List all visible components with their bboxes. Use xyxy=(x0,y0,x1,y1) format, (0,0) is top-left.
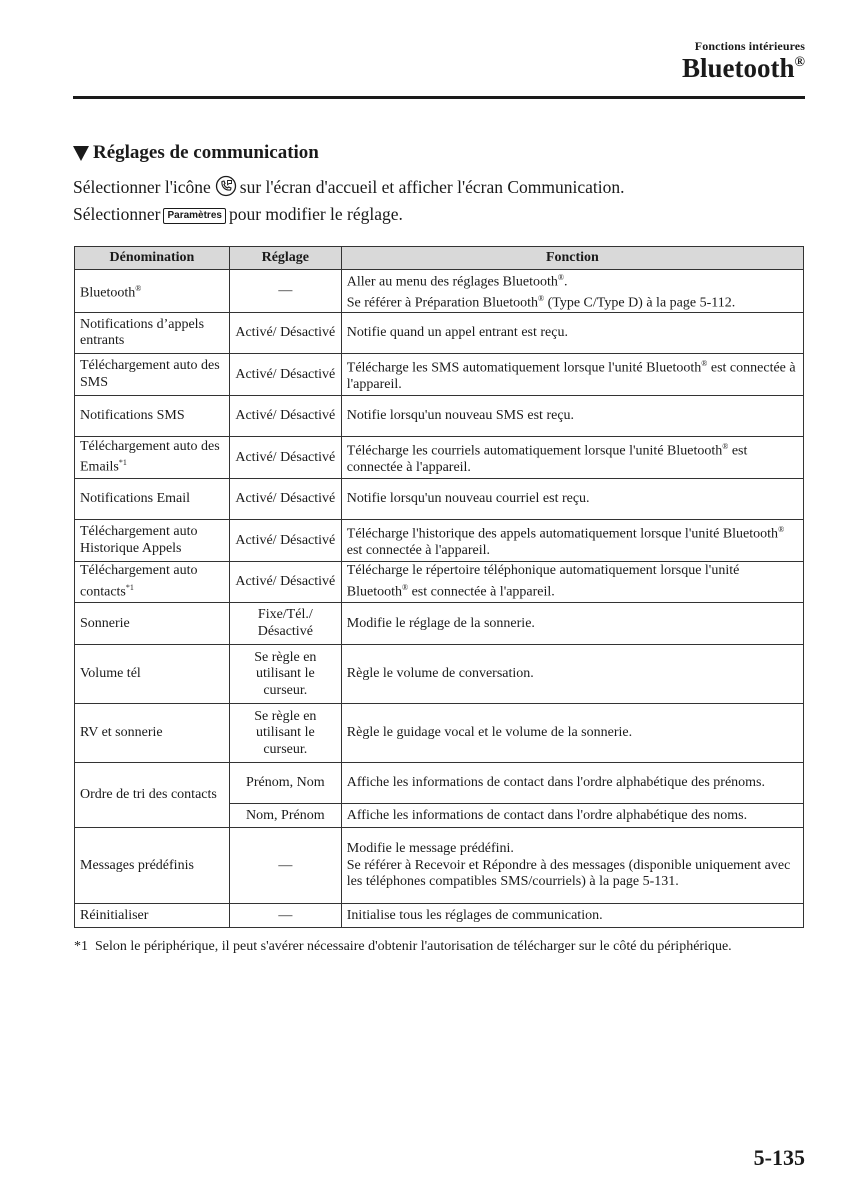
triangle-bullet-icon xyxy=(73,146,89,161)
row-function: Télécharge les SMS automatiquement lorsque l'unité Bluetooth® est connectée à l'appareil. xyxy=(341,354,803,396)
table-row xyxy=(75,437,804,479)
row-name: Messages prédéfinis xyxy=(75,828,230,904)
intro-text xyxy=(73,175,625,226)
row-name: Sonnerie xyxy=(75,603,230,645)
row-setting: — xyxy=(229,904,341,928)
table-row xyxy=(75,645,804,704)
row-name: Téléchargement auto des Emails$^{*1}$ xyxy=(75,437,230,479)
row-setting: — xyxy=(229,270,341,313)
row-setting: Se règle en utilisant le curseur. xyxy=(229,704,341,763)
table-row xyxy=(75,763,804,804)
parametres-button: Paramètres xyxy=(163,208,225,224)
header-name: Dénomination xyxy=(75,247,230,270)
row-setting: Activé/ Désactivé xyxy=(229,313,341,354)
row-name: Téléchargement auto des SMS xyxy=(75,354,230,396)
table-row xyxy=(75,479,804,520)
row-function: Initialise tous les réglages de communication. xyxy=(341,904,803,928)
row-name: Bluetooth® xyxy=(75,270,230,313)
row-setting: Fixe/Tél./ Désactivé xyxy=(229,603,341,645)
table-row xyxy=(75,562,804,603)
footnote-text: Selon le périphérique, il peut s'avérer nécessaire d'obtenir l'autorisation de télécharger sur le côté du périphérique. xyxy=(95,939,732,954)
table-row xyxy=(75,828,804,904)
row-setting: Prénom, Nom xyxy=(229,763,341,804)
row-function: Télécharge les courriels automatiquement lorsque l'unité Bluetooth® est connectée à l'appareil. xyxy=(341,437,803,479)
row-function: Notifie lorsqu'un nouveau SMS est reçu. xyxy=(341,396,803,437)
row-name: Téléchargement auto Historique Appels xyxy=(75,520,230,562)
row-function: Affiche les informations de contact dans l'ordre alphabétique des prénoms. xyxy=(341,763,803,804)
row-setting: Activé/ Désactivé xyxy=(229,437,341,479)
row-function: Notifie lorsqu'un nouveau courriel est reçu. xyxy=(341,479,803,520)
footnote xyxy=(74,938,804,955)
intro-line-2: Sélectionner Paramètres pour modifier le réglage. xyxy=(73,204,403,224)
page-number: 5-135 xyxy=(753,1145,805,1170)
row-function: Notifie quand un appel entrant est reçu. xyxy=(341,313,803,354)
header-function: Fonction xyxy=(341,247,803,270)
row-setting: Activé/ Désactivé xyxy=(229,354,341,396)
row-function: Aller au menu des réglages Bluetooth®. Se référer à Préparation Bluetooth® (Type C/Type D) à la page 5-112. xyxy=(341,270,803,313)
row-name: RV et sonnerie xyxy=(75,704,230,763)
header-rule xyxy=(73,96,805,99)
row-setting: Se règle en utilisant le curseur. xyxy=(229,645,341,704)
row-function: Télécharge l'historique des appels automatiquement lorsque l'unité Bluetooth® est connectée à l'appareil. xyxy=(341,520,803,562)
row-setting: Activé/ Désactivé xyxy=(229,396,341,437)
row-function: Modifie le réglage de la sonnerie. xyxy=(341,603,803,645)
row-name: Notifications SMS xyxy=(75,396,230,437)
row-name: Ordre de tri des contacts xyxy=(75,763,230,828)
header-title: Bluetooth® xyxy=(682,53,805,83)
row-name: Volume tél xyxy=(75,645,230,704)
table-row xyxy=(75,313,804,354)
row-name: Réinitialiser xyxy=(75,904,230,928)
footnote-marker: *1 xyxy=(74,939,88,954)
row-name: Notifications Email xyxy=(75,479,230,520)
header-section: Fonctions intérieures xyxy=(694,39,805,53)
table-row xyxy=(75,270,804,313)
row-setting: Nom, Prénom xyxy=(229,804,341,828)
row-name: Notifications d’appels entrants xyxy=(75,313,230,354)
row-function: Télécharge le répertoire téléphonique automatiquement lorsque l'unité Bluetooth® est connectée à l'appareil. xyxy=(341,562,803,603)
row-function: Règle le volume de conversation. xyxy=(341,645,803,704)
row-setting: Activé/ Désactivé xyxy=(229,479,341,520)
row-setting: Activé/ Désactivé xyxy=(229,520,341,562)
communication-phone-icon xyxy=(215,175,237,203)
table-row xyxy=(75,354,804,396)
row-setting: — xyxy=(229,828,341,904)
table-row xyxy=(75,520,804,562)
header-setting: Réglage xyxy=(229,247,341,270)
intro-line-1: Sélectionner l'icône sur l'écran d'accueil et afficher l'écran Communication. xyxy=(73,175,625,203)
table-row xyxy=(75,904,804,928)
table-header-row xyxy=(75,247,804,270)
section-title: Réglages de communication xyxy=(73,142,319,164)
table-row xyxy=(75,396,804,437)
row-setting: Activé/ Désactivé xyxy=(229,562,341,603)
table-row xyxy=(75,704,804,763)
row-function: Affiche les informations de contact dans l'ordre alphabétique des noms. xyxy=(341,804,803,828)
table-row xyxy=(75,603,804,645)
row-function: Règle le guidage vocal et le volume de la sonnerie. xyxy=(341,704,803,763)
settings-table xyxy=(74,246,804,928)
row-name: Téléchargement auto contacts$^{*1}$ xyxy=(75,562,230,603)
row-function: Modifie le message prédéfini. Se référer à Recevoir et Répondre à des messages (disponible uniquement avec les téléphones compatibles SMS/courriels) à la page 5-131. xyxy=(341,828,803,904)
